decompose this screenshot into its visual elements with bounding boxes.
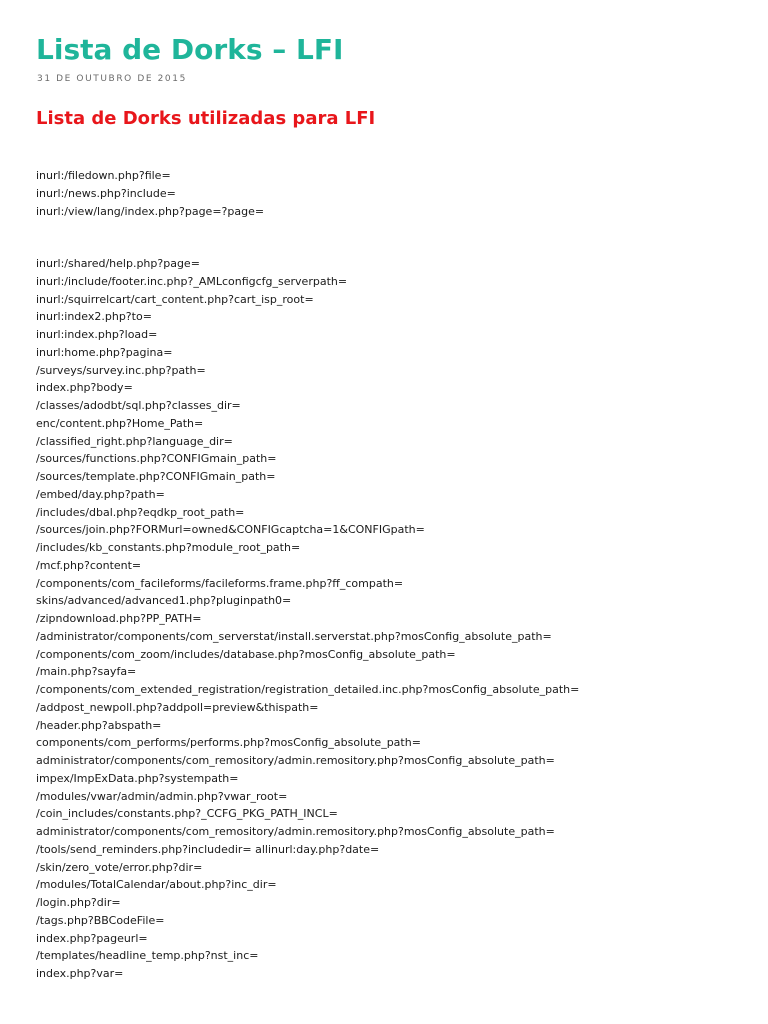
dork-item: administrator/components/com_remository/admin.remository.php?mosConfig_absolute_path= [36, 825, 555, 838]
dork-item: /login.php?dir= [36, 896, 121, 909]
dork-item: /classes/adodbt/sql.php?classes_dir= [36, 399, 241, 412]
dork-item: /administrator/components/com_serverstat/install.serverstat.php?mosConfig_absolute_path= [36, 629, 552, 643]
dork-item: index.php?body= [36, 381, 133, 395]
dork-item: impex/ImpExData.php?systempath= [36, 771, 239, 785]
dork-item: /includes/dbal.php?eqdkp_root_path= [36, 505, 245, 519]
dork-item: enc/content.php?Home_Path= [36, 416, 204, 430]
dork-item: /components/com_zoom/includes/database.php?mosConfig_absolute_path= [36, 647, 456, 661]
dork-item: /sources/join.php?FORMurl=owned&CONFIGcaptcha=1&CONFIGpath= [36, 523, 425, 537]
dork-item: /skin/zero_vote/error.php?dir= [36, 860, 203, 874]
dork-item: /zipndownload.php?PP_PATH= [36, 612, 202, 625]
dork-item: /tags.php?BBCodeFile= [36, 913, 165, 927]
dork-item: /tools/send_reminders.php?includedir= allinurl:day.php?date= [36, 842, 380, 856]
dork-item: /components/com_extended_registration/registration_detailed.inc.php?mosConfig_absolute_path= [36, 683, 580, 696]
dork-item: /classified_right.php?language_dir= [36, 434, 233, 448]
dork-item: /includes/kb_constants.php?module_root_path= [36, 541, 301, 554]
dork-list-group-2 [36, 255, 579, 983]
dork-item: index.php?pageurl= [36, 931, 148, 945]
dork-item: /coin_includes/constants.php?_CCFG_PKG_PATH_INCL= [36, 807, 338, 821]
dork-item: inurl:index2.php?to= [36, 310, 152, 324]
dork-item: /main.php?sayfa= [36, 665, 137, 679]
dork-item: components/com_performs/performs.php?mosConfig_absolute_path= [36, 736, 421, 750]
post-date: 31 DE OUTUBRO DE 2015 [37, 74, 187, 84]
dork-item: inurl:/view/lang/index.php?page=?page= [36, 204, 265, 218]
dork-item: /modules/vwar/admin/admin.php?vwar_root= [36, 789, 288, 803]
dork-item: inurl:/squirrelcart/cart_content.php?cart_isp_root= [36, 292, 314, 306]
dork-item: inurl:/include/footer.inc.php?_AMLconfigcfg_serverpath= [36, 274, 348, 288]
dork-item: /modules/TotalCalendar/about.php?inc_dir= [36, 878, 277, 892]
dork-item: inurl:index.php?load= [36, 328, 158, 341]
dork-item: /surveys/survey.inc.php?path= [36, 363, 206, 377]
dork-item: administrator/components/com_remository/admin.remository.php?mosConfig_absolute_path= [36, 754, 555, 767]
post-title: Lista de Dorks – LFI [36, 33, 344, 66]
dork-item: inurl:/shared/help.php?page= [36, 257, 200, 270]
dork-item: /mcf.php?content= [36, 558, 142, 572]
dork-item: /sources/functions.php?CONFIGmain_path= [36, 452, 277, 466]
section-heading: Lista de Dorks utilizadas para LFI [36, 108, 376, 129]
dork-item: inurl:home.php?pagina= [36, 345, 173, 359]
dork-item: inurl:/news.php?include= [36, 186, 176, 200]
dork-item: index.php?var= [36, 967, 124, 980]
dork-item: /sources/template.php?CONFIGmain_path= [36, 470, 276, 483]
dork-item: /header.php?abspath= [36, 718, 162, 732]
dork-item: skins/advanced/advanced1.php?pluginpath0= [36, 594, 292, 608]
dork-item: /addpost_newpoll.php?addpoll=preview&thispath= [36, 700, 319, 714]
dork-item: /embed/day.php?path= [36, 487, 165, 501]
dork-item: /components/com_facileforms/facileforms.frame.php?ff_compath= [36, 576, 404, 590]
dork-item: /templates/headline_temp.php?nst_inc= [36, 949, 259, 963]
dork-list-group-1 [36, 167, 264, 220]
dork-item: inurl:/filedown.php?file= [36, 169, 171, 182]
